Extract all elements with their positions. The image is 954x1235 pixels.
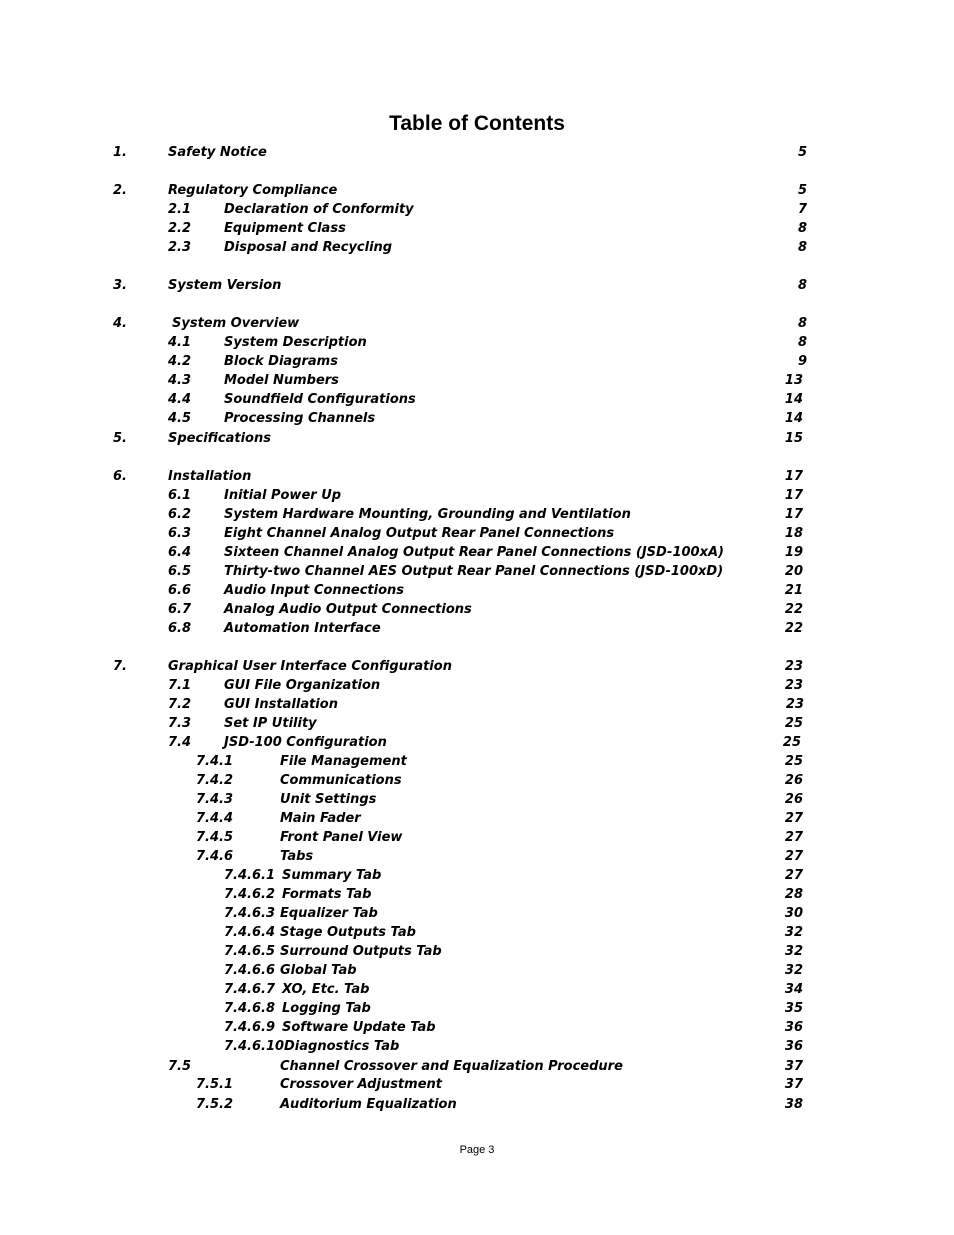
toc-entry-number: 7.4.6.9: [224, 1020, 275, 1035]
toc-entry-title: Front Panel View: [280, 830, 403, 845]
toc-entry-page: 14: [784, 392, 803, 407]
toc-entry-page: 27: [784, 849, 803, 864]
toc-entry-title: Automation Interface: [224, 621, 381, 636]
toc-entry-title: Formats Tab: [282, 887, 372, 902]
toc-entry-title: Global Tab: [280, 963, 357, 978]
toc-entry-number: 7.5: [168, 1059, 192, 1074]
toc-entry-title: File Management: [280, 754, 407, 769]
toc-entry-page: 21: [784, 583, 803, 598]
toc-entry-title: Communications: [280, 773, 402, 788]
toc-entry: [0, 619, 954, 638]
toc-entry-page: 32: [784, 944, 803, 959]
toc-entry: [0, 314, 954, 333]
toc-entry: [0, 562, 954, 581]
toc-entry: [0, 600, 954, 619]
toc-entry-page: 23: [784, 678, 803, 693]
toc-entry-number: 6.8: [168, 621, 192, 636]
toc-entry-number: 6.6: [168, 583, 192, 598]
toc-entry-title: System Hardware Mounting, Grounding and Ventilation: [224, 507, 631, 522]
toc-entry: [0, 961, 954, 980]
toc-entry-title: Soundfield Configurations: [224, 392, 416, 407]
toc-entry-title: Set IP Utility: [224, 716, 317, 731]
toc-entry-title: Audio Input Connections: [224, 583, 405, 598]
toc-entry-title: Safety Notice: [168, 145, 267, 160]
toc-entry-title: Model Numbers: [224, 373, 339, 388]
toc-entry-number: 4.1: [168, 335, 192, 350]
toc-entry: [0, 219, 954, 238]
toc-entry-number: 6.1: [168, 488, 192, 503]
toc-entry-page: 22: [784, 602, 803, 617]
toc-entry: [0, 714, 954, 733]
toc-entry: [0, 486, 954, 505]
toc-entry-page: 37: [784, 1077, 803, 1092]
toc-entry-page: 28: [784, 887, 803, 902]
toc-entry-number: 7.4.6.10: [224, 1039, 285, 1054]
toc-entry-title: Software Update Tab: [282, 1020, 436, 1035]
toc-entry-number: 7.4.6.6: [224, 963, 275, 978]
toc-entry-title: Logging Tab: [282, 1001, 371, 1016]
toc-entry-number: 7.4.6: [196, 849, 234, 864]
toc-entry-page: 18: [784, 526, 803, 541]
toc-entry-number: 7.5.2: [196, 1097, 234, 1112]
toc-entry-title: Equalizer Tab: [280, 906, 378, 921]
toc-entry-title: XO, Etc. Tab: [282, 982, 370, 997]
toc-entry: [0, 1095, 954, 1114]
page-title: Table of Contents: [389, 112, 565, 135]
toc-entry-number: 2.: [113, 183, 127, 198]
toc-entry-number: 6.5: [168, 564, 192, 579]
toc-entry-title: Specifications: [168, 431, 271, 446]
toc-entry-title: Channel Crossover and Equalization Procedure: [280, 1059, 623, 1074]
toc-entry: [0, 371, 954, 390]
toc-entry-page: 23: [784, 659, 803, 674]
toc-entry-number: 7.4.6.3: [224, 906, 275, 921]
toc-entry-title: Main Fader: [280, 811, 361, 826]
toc-entry-title: Installation: [168, 469, 252, 484]
toc-entry-page: 34: [784, 982, 803, 997]
toc-entry: [0, 543, 954, 562]
page-number: Page 3: [459, 1144, 495, 1156]
toc-entry: [0, 390, 954, 409]
toc-entry-page: 26: [784, 792, 803, 807]
toc-entry-page: 27: [784, 868, 803, 883]
toc-entry-number: 7.4.4: [196, 811, 234, 826]
toc-entry-number: 3.: [113, 278, 127, 293]
toc-entry: [0, 866, 954, 885]
toc-entry-page: 5: [797, 145, 807, 160]
toc-entry-title: Graphical User Interface Configuration: [168, 659, 452, 674]
toc-entry-page: 30: [784, 906, 803, 921]
toc-entry-page: 27: [784, 811, 803, 826]
toc-entry: [0, 581, 954, 600]
toc-entry-title: Unit Settings: [280, 792, 377, 807]
toc-entry-number: 5.: [113, 431, 127, 446]
toc-entry: [0, 467, 954, 486]
toc-entry-page: 20: [784, 564, 803, 579]
toc-entry-title: JSD-100 Configuration: [224, 735, 387, 750]
toc-entry: [0, 1037, 954, 1056]
toc-entry-number: 7.4.1: [196, 754, 234, 769]
toc-entry-number: 2.1: [168, 202, 192, 217]
toc-entry-title: Tabs: [280, 849, 314, 864]
toc-entry: [0, 333, 954, 352]
toc-entry-page: 8: [797, 335, 807, 350]
toc-entry: [0, 923, 954, 942]
toc-entry: [0, 733, 954, 752]
toc-entry-page: 7: [797, 202, 807, 217]
toc-entry-title: Surround Outputs Tab: [280, 944, 442, 959]
toc-entry-page: 22: [784, 621, 803, 636]
toc-entry-number: 7.1: [168, 678, 192, 693]
toc-entry-page: 26: [784, 773, 803, 788]
toc-entry-page: 8: [797, 221, 807, 236]
toc-entry-number: 7.4: [168, 735, 192, 750]
toc-entry-title: System Version: [168, 278, 282, 293]
toc-entry-page: 38: [784, 1097, 803, 1112]
toc-entry: [0, 429, 954, 448]
toc-entry-number: 7.4.6.5: [224, 944, 275, 959]
toc-entry-number: 7.4.6.2: [224, 887, 275, 902]
toc-entry: [0, 752, 954, 771]
toc-entry-number: 4.5: [168, 411, 192, 426]
toc-entry-page: 19: [784, 545, 803, 560]
toc-entry-page: 5: [797, 183, 807, 198]
toc-entry-title: System Description: [224, 335, 367, 350]
toc-entry-page: 17: [784, 469, 803, 484]
toc-entry: [0, 790, 954, 809]
toc-entry-page: 8: [797, 316, 807, 331]
toc-entry-title: Diagnostics Tab: [284, 1039, 400, 1054]
toc-entry-number: 7.4.6.8: [224, 1001, 275, 1016]
toc-entry-title: Disposal and Recycling: [224, 240, 393, 255]
toc-entry-number: 2.3: [168, 240, 192, 255]
toc-entry-page: 13: [784, 373, 803, 388]
toc-entry-page: 15: [784, 431, 803, 446]
toc-entry-page: 32: [784, 963, 803, 978]
toc-entry-page: 8: [797, 240, 807, 255]
toc-entry: [0, 143, 954, 162]
toc-entry-title: GUI Installation: [224, 697, 338, 712]
toc-entry: [0, 657, 954, 676]
toc-entry: [0, 1018, 954, 1037]
toc-entry: [0, 771, 954, 790]
toc-entry: [0, 885, 954, 904]
toc-entry-number: 7.3: [168, 716, 192, 731]
toc-entry-page: 17: [784, 507, 803, 522]
toc-entry-number: 4.2: [168, 354, 192, 369]
toc-entry-page: 27: [784, 830, 803, 845]
toc-entry-page: 25: [784, 754, 803, 769]
toc-entry-page: 36: [784, 1020, 803, 1035]
toc-entry: [0, 942, 954, 961]
toc-entry-title: Auditorium Equalization: [280, 1097, 457, 1112]
toc-entry-title: Declaration of Conformity: [224, 202, 414, 217]
toc-entry: [0, 409, 954, 428]
toc-entry-number: 4.3: [168, 373, 192, 388]
toc-entry-title: Eight Channel Analog Output Rear Panel Connections: [224, 526, 615, 541]
toc-entry-number: 7.4.6.4: [224, 925, 275, 940]
toc-entry-number: 7.4.6.7: [224, 982, 275, 997]
toc-entry: [0, 1057, 954, 1076]
toc-entry-number: 7.4.6.1: [224, 868, 275, 883]
toc-entry: [0, 809, 954, 828]
toc-entry-title: Regulatory Compliance: [168, 183, 338, 198]
toc-entry-title: Summary Tab: [282, 868, 382, 883]
toc-entry: [0, 524, 954, 543]
toc-entry: [0, 1075, 954, 1094]
toc-entry-title: Analog Audio Output Connections: [224, 602, 472, 617]
toc-entry-title: System Overview: [172, 316, 300, 331]
toc-entry-page: 23: [785, 697, 804, 712]
toc-entry-number: 4.: [113, 316, 127, 331]
toc-entry-page: 14: [784, 411, 803, 426]
toc-entry-number: 7.5.1: [196, 1077, 234, 1092]
toc-entry: [0, 238, 954, 257]
toc-entry: [0, 352, 954, 371]
toc-entry: [0, 181, 954, 200]
toc-entry-page: 36: [784, 1039, 803, 1054]
toc-entry: [0, 980, 954, 999]
toc-entry-title: Stage Outputs Tab: [280, 925, 416, 940]
toc-entry-title: Equipment Class: [224, 221, 346, 236]
toc-entry-number: 6.3: [168, 526, 192, 541]
toc-entry-page: 8: [797, 278, 807, 293]
toc-entry-page: 32: [784, 925, 803, 940]
toc-entry: [0, 695, 954, 714]
toc-entry: [0, 505, 954, 524]
toc-entry-page: 9: [797, 354, 807, 369]
toc-entry-page: 17: [784, 488, 803, 503]
toc-entry-number: 7.4.2: [196, 773, 234, 788]
toc-entry-title: Initial Power Up: [224, 488, 342, 503]
toc-entry-number: 7.4.3: [196, 792, 234, 807]
toc-entry-number: 7.: [113, 659, 127, 674]
toc-entry: [0, 999, 954, 1018]
toc-entry: [0, 200, 954, 219]
toc-entry-page: 25: [784, 716, 803, 731]
toc-entry-number: 7.2: [168, 697, 192, 712]
toc-entry-number: 6.7: [168, 602, 192, 617]
toc-entry-number: 1.: [113, 145, 127, 160]
toc-entry-number: 2.2: [168, 221, 192, 236]
toc-entry: [0, 276, 954, 295]
toc-entry-number: 6.2: [168, 507, 192, 522]
toc-entry-page: 35: [784, 1001, 803, 1016]
toc-entry: [0, 676, 954, 695]
toc-entry-title: Sixteen Channel Analog Output Rear Panel Connections (JSD-100xA): [224, 545, 724, 560]
toc-entry-number: 6.4: [168, 545, 192, 560]
toc-entry-title: Thirty-two Channel AES Output Rear Panel Connections (JSD-100xD): [224, 564, 724, 579]
toc-entry-number: 4.4: [168, 392, 192, 407]
toc-entry-title: Crossover Adjustment: [280, 1077, 442, 1092]
toc-entry-page: 25: [782, 735, 801, 750]
toc-entry-number: 7.4.5: [196, 830, 234, 845]
toc-entry: [0, 847, 954, 866]
toc-entry-title: GUI File Organization: [224, 678, 381, 693]
toc-entry-title: Processing Channels: [224, 411, 376, 426]
toc-entry-title: Block Diagrams: [224, 354, 338, 369]
toc-entry-page: 37: [784, 1059, 803, 1074]
toc-entry: [0, 828, 954, 847]
toc-entry-number: 6.: [113, 469, 127, 484]
toc-entry: [0, 904, 954, 923]
